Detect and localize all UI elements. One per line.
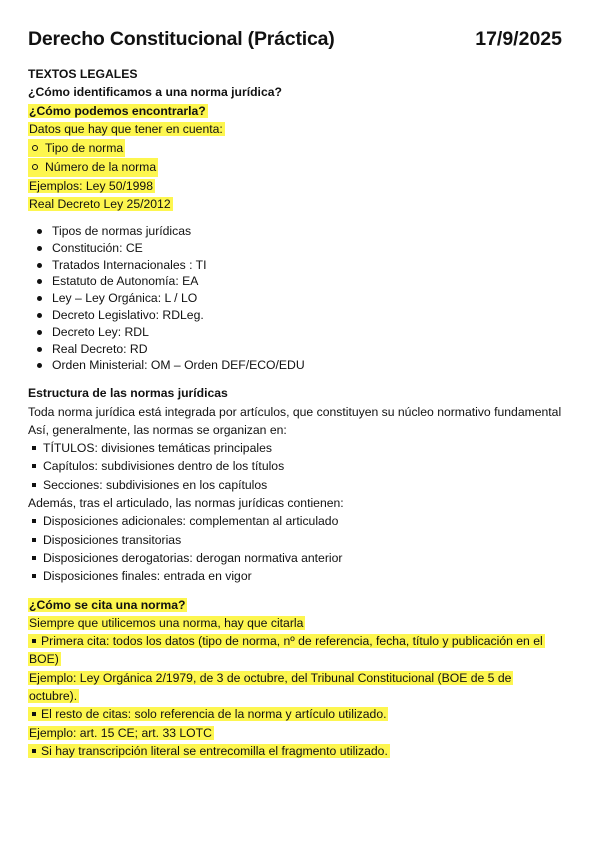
square-bullet-icon — [32, 712, 36, 716]
citation-rest-example: Ejemplo: art. 15 CE; art. 33 LOTC — [29, 725, 212, 740]
citation-section — [28, 596, 562, 761]
structure-paragraph: Además, tras el articulado, las normas jurídicas contienen: — [28, 496, 344, 511]
citation-intro: Siempre que utilicemos una norma, hay que citarla — [29, 615, 304, 630]
document-title: Derecho Constitucional (Práctica) — [28, 28, 335, 50]
list-item: Capítulos: subdivisiones dentro de los títulos — [32, 457, 562, 475]
structure-section — [28, 384, 562, 585]
citation-first-example: Ejemplo: Ley Orgánica 2/1979, de 3 de octubre, del Tribunal Constitucional (BOE de 5 de octubre). — [29, 670, 512, 704]
list-item: Decreto Ley: RDL — [37, 324, 562, 341]
list-item: Constitución: CE — [37, 240, 562, 257]
list-item: Disposiciones transitorias — [32, 531, 562, 549]
norm-types-list — [28, 223, 562, 374]
list-item: TÍTULOS: divisiones temáticas principales — [32, 439, 562, 457]
circle-bullet-icon — [32, 145, 38, 151]
structure-paragraph: Así, generalmente, las normas se organizan en: — [28, 422, 287, 437]
citation-rest: El resto de citas: solo referencia de la norma y artículo utilizado. — [28, 707, 388, 721]
circle-bullet-icon — [32, 164, 38, 170]
square-bullet-icon — [32, 639, 36, 643]
organization-list — [28, 439, 562, 494]
section-heading-citation: ¿Cómo se cita una norma? — [29, 597, 186, 612]
list-item: Real Decreto: RD — [37, 341, 562, 358]
list-item: Tipos de normas jurídicas — [37, 223, 562, 240]
list-item: Disposiciones finales: entrada en vigor — [32, 567, 562, 585]
list-item: Ley – Ley Orgánica: L / LO — [37, 290, 562, 307]
question-find-norm: ¿Cómo podemos encontrarla? — [29, 103, 206, 118]
question-identify-norm: ¿Cómo identificamos a una norma jurídica? — [28, 85, 282, 100]
document-date: 17/9/2025 — [475, 28, 562, 50]
dispositions-list — [28, 512, 562, 585]
list-item: Disposiciones adicionales: complementan al articulado — [32, 512, 562, 530]
square-bullet-icon — [32, 749, 36, 753]
section-heading-legal-texts: TEXTOS LEGALES — [28, 67, 138, 81]
section-heading-structure: Estructura de las normas jurídicas — [28, 386, 228, 401]
data-intro: Datos que hay que tener en cuenta: — [29, 121, 223, 136]
citation-first: Primera cita: todos los datos (tipo de norma, nº de referencia, fecha, título y publicación en el BOE) — [29, 634, 543, 667]
example-real-decreto: Real Decreto Ley 25/2012 — [29, 196, 171, 211]
list-item: Disposiciones derogatorias: derogan normativa anterior — [32, 549, 562, 567]
legal-texts-section — [28, 65, 562, 213]
list-item: Tratados Internacionales : TI — [37, 257, 562, 274]
citation-literal: Si hay transcripción literal se entrecomilla el fragmento utilizado. — [28, 744, 390, 758]
structure-paragraph: Toda norma jurídica está integrada por artículos, que constituyen su núcleo normativo fundamental — [28, 404, 562, 419]
example-ley: Ejemplos: Ley 50/1998 — [29, 178, 153, 193]
list-item: Decreto Legislativo: RDLeg. — [37, 307, 562, 324]
data-item: Tipo de norma — [28, 139, 125, 157]
list-item: Secciones: subdivisiones en los capítulos — [32, 476, 562, 494]
list-item: Orden Ministerial: OM – Orden DEF/ECO/EDU — [37, 357, 562, 374]
document-header — [28, 28, 562, 51]
list-item: Estatuto de Autonomía: EA — [37, 273, 562, 290]
data-item: Número de la norma — [28, 158, 158, 176]
